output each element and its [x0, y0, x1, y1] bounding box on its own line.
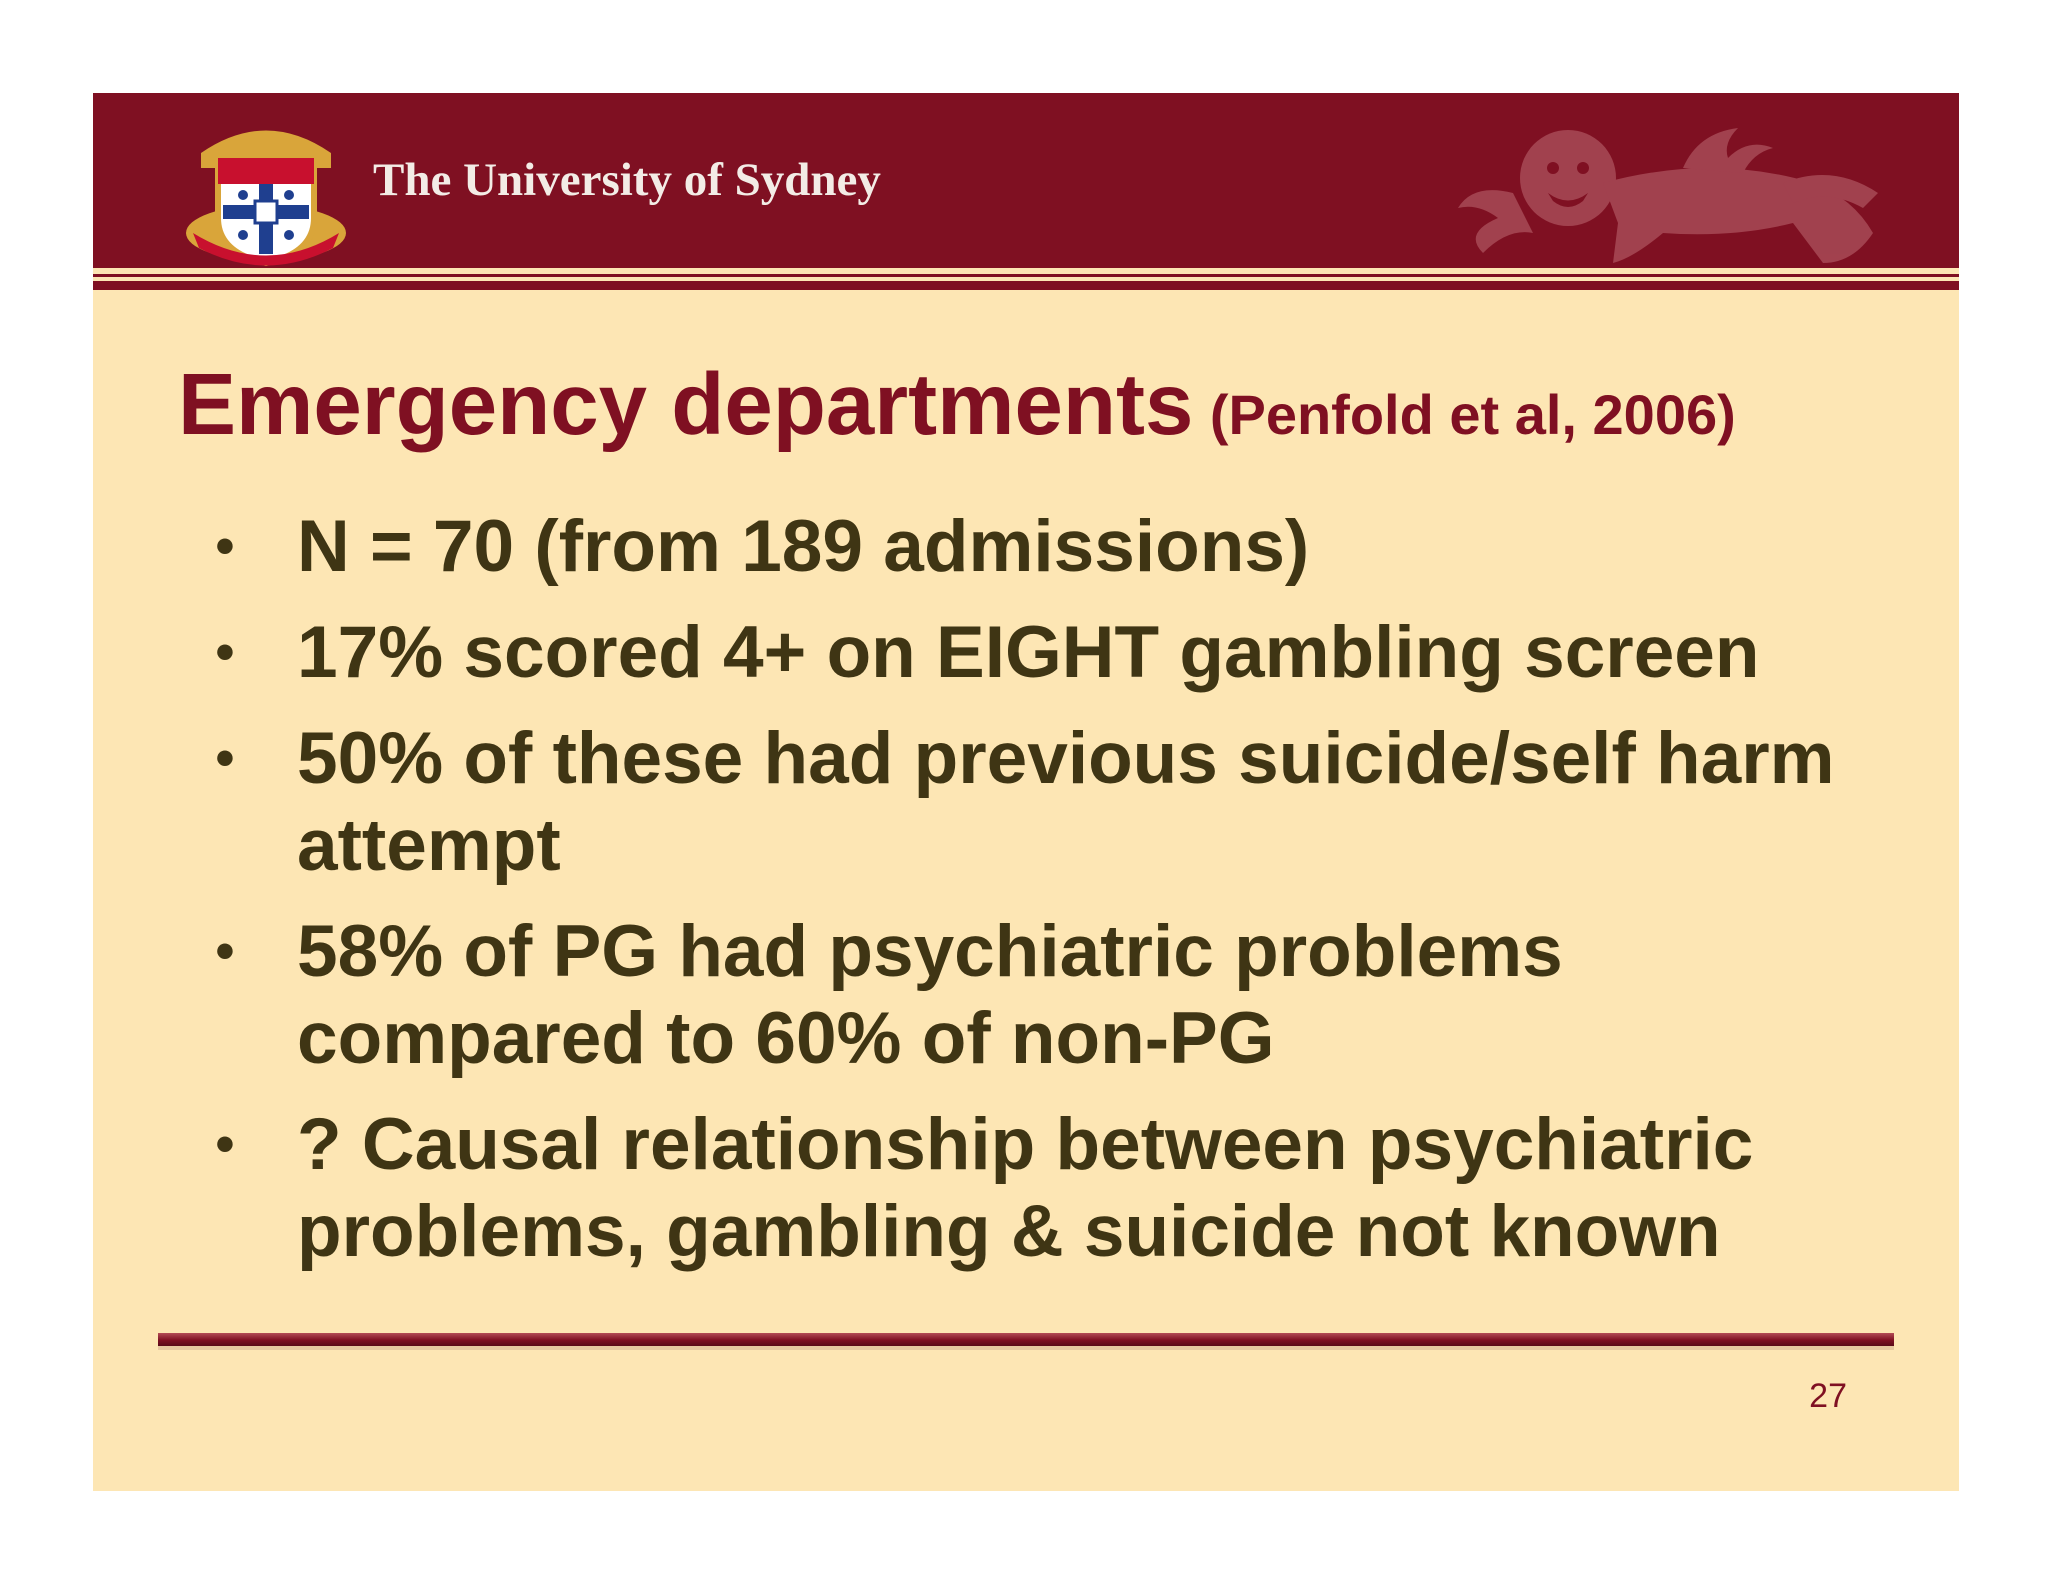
bullet-dot-icon: • [215, 921, 235, 981]
bullet-text: 58% of PG had psychiatric problems compared to 60% of non-PG [297, 911, 1563, 1079]
bullet-item [205, 503, 1925, 590]
university-crest-icon [183, 113, 349, 273]
bullet-text: ? Causal relationship between psychiatric problems, gambling & suicide not known [297, 1104, 1754, 1272]
bullet-list [205, 503, 1925, 1294]
bullet-item [205, 1101, 1925, 1275]
bullet-dot-icon: • [215, 728, 235, 788]
footer-divider [158, 1333, 1894, 1350]
header-rule [93, 281, 1959, 290]
bullet-dot-icon: • [215, 622, 235, 682]
university-name: The University of Sydney [373, 154, 881, 206]
page-number: 27 [1809, 1377, 1847, 1415]
bullet-dot-icon: • [215, 1114, 235, 1174]
title-text: Emergency departments [178, 356, 1194, 453]
slide [93, 93, 1959, 1491]
title-citation: (Penfold et al, 2006) [1209, 383, 1736, 446]
bullet-item [205, 908, 1925, 1082]
header-bar [93, 93, 1959, 268]
bullet-text: 50% of these had previous suicide/self harm attempt [297, 718, 1835, 886]
bullet-item [205, 609, 1925, 696]
bullet-text: N = 70 (from 189 admissions) [297, 506, 1310, 587]
header-rule [93, 274, 1959, 277]
bullet-dot-icon: • [215, 516, 235, 576]
lion-watermark-icon [1453, 123, 1883, 268]
bullet-item [205, 715, 1925, 889]
slide-title [178, 355, 1736, 455]
bullet-text: 17% scored 4+ on EIGHT gambling screen [297, 612, 1760, 693]
